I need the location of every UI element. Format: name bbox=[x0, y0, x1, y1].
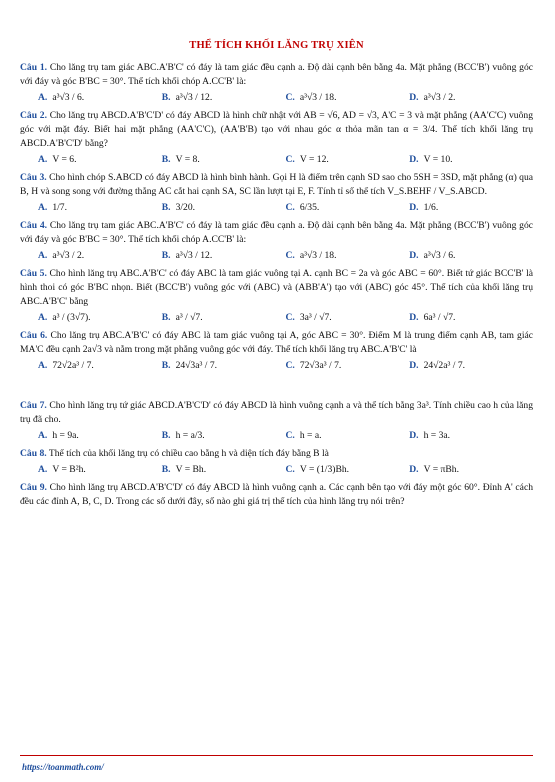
option-d[interactable] bbox=[409, 250, 533, 261]
question-text: Cho hình chóp S.ABCD có đáy ABCD là hình bình hành. Gọi H là điểm trên cạnh SD sao cho 5SH = 3SD, mặt phẳng (α) qua B, H và song song với đường thẳng AC cắt hai cạnh SA, SC lần lượt tại E, F. Tính tỉ số thể tích V_S.BEHF / V_S.ABCD. bbox=[20, 172, 534, 197]
options-5 bbox=[38, 312, 533, 323]
question-4 bbox=[20, 219, 533, 247]
option-a[interactable] bbox=[38, 360, 162, 371]
option-label: B. bbox=[161, 250, 171, 261]
question-text: Thể tích của khối lăng trụ có chiều cao bằng h và diện tích đáy bằng B là bbox=[48, 448, 329, 459]
option-value: a³√3 / 2. bbox=[423, 92, 456, 103]
option-label: A. bbox=[38, 430, 48, 441]
option-label: A. bbox=[38, 154, 48, 165]
option-value: 24√2a³ / 7. bbox=[423, 360, 466, 371]
option-label: C. bbox=[285, 360, 295, 371]
option-value: 1/7. bbox=[52, 202, 67, 213]
footer-divider bbox=[20, 755, 533, 756]
options-6 bbox=[38, 360, 533, 371]
option-a[interactable] bbox=[38, 154, 162, 165]
option-label: A. bbox=[38, 92, 48, 103]
page-title: THỂ TÍCH KHỐI LĂNG TRỤ XIÊN bbox=[189, 40, 364, 51]
option-c[interactable] bbox=[286, 154, 410, 165]
question-text: Cho lăng trụ ABC.A'B'C' có đáy ABC là tam giác vuông tại A, góc ABC = 30°. Điểm M là trung điểm cạnh AB, tam giác MA'C đều cạnh 2a√3 và nằm trong mặt phẳng vuông góc với đáy. Thể tích khối lăng trụ ABC.A'B'C' là bbox=[20, 330, 534, 355]
option-label: C. bbox=[285, 464, 295, 475]
option-value: V = 12. bbox=[299, 154, 329, 165]
option-label: A. bbox=[38, 464, 48, 475]
option-label: D. bbox=[409, 360, 419, 371]
question-label: Câu 4. bbox=[20, 220, 48, 231]
option-label: A. bbox=[38, 312, 48, 323]
option-c[interactable] bbox=[286, 250, 410, 261]
option-label: A. bbox=[38, 360, 48, 371]
option-d[interactable] bbox=[409, 154, 533, 165]
option-label: D. bbox=[409, 202, 419, 213]
option-value: a³√3 / 12. bbox=[175, 250, 213, 261]
option-value: 3a³ / √7. bbox=[299, 312, 332, 323]
option-value: h = 3a. bbox=[423, 430, 451, 441]
option-value: a³√3 / 6. bbox=[423, 250, 456, 261]
option-b[interactable] bbox=[162, 250, 286, 261]
question-5 bbox=[20, 267, 533, 309]
question-text: Cho lăng trụ ABCD.A'B'C'D' có đáy ABCD là hình chữ nhật với AB = √6, AD = √3, A'C = 3 và mặt phẳng (AA'C'C) vuông góc với mặt đáy. Biết hai mặt phẳng (AA'C'C), (AA'B'B) tạo với nhau góc α thỏa mãn tan α = 3/4. Thể tích khối lăng trụ ABCD.A'B'C'D' bằng? bbox=[20, 110, 533, 149]
option-value: V = (1/3)Bh. bbox=[299, 464, 350, 475]
option-d[interactable] bbox=[409, 360, 533, 371]
option-value: a³ / (3√7). bbox=[52, 312, 91, 323]
option-label: D. bbox=[409, 250, 419, 261]
option-label: B. bbox=[161, 202, 171, 213]
option-value: a³√3 / 18. bbox=[299, 92, 337, 103]
option-value: 3/20. bbox=[175, 202, 196, 213]
option-a[interactable] bbox=[38, 250, 162, 261]
options-2 bbox=[38, 154, 533, 165]
option-label: C. bbox=[285, 92, 295, 103]
question-8 bbox=[20, 447, 533, 461]
option-value: 72√2a³ / 7. bbox=[52, 360, 94, 371]
option-value: a³√3 / 18. bbox=[299, 250, 337, 261]
option-a[interactable] bbox=[38, 92, 162, 103]
option-value: 24√3a³ / 7. bbox=[175, 360, 218, 371]
option-a[interactable] bbox=[38, 430, 162, 441]
option-value: V = 8. bbox=[175, 154, 200, 165]
option-d[interactable] bbox=[409, 92, 533, 103]
option-value: a³√3 / 2. bbox=[52, 250, 85, 261]
option-label: A. bbox=[38, 202, 48, 213]
option-c[interactable] bbox=[286, 360, 410, 371]
option-label: B. bbox=[161, 154, 171, 165]
option-d[interactable] bbox=[409, 202, 533, 213]
question-label: Câu 2. bbox=[20, 110, 47, 121]
options-4 bbox=[38, 250, 533, 261]
option-label: B. bbox=[161, 360, 171, 371]
option-label: C. bbox=[285, 202, 295, 213]
question-label: Câu 6. bbox=[20, 330, 48, 341]
option-label: D. bbox=[409, 154, 419, 165]
option-a[interactable] bbox=[38, 202, 162, 213]
question-text: Cho hình lăng trụ ABC.A'B'C' có đáy ABC là tam giác vuông tại A. cạnh BC = 2a và góc ABC = 60°. Biết tứ giác BCC'B' là hình thoi có góc B'BC nhọn. Biết (BCC'B') vuông góc với (ABC) và (ABB'A') tạo với (ABC) góc 45°. Thể tích của khối lăng trụ ABC.A'B'C' bằng bbox=[20, 268, 534, 307]
question-label: Câu 3. bbox=[20, 172, 47, 183]
question-7 bbox=[20, 399, 533, 427]
option-value: a³ / √7. bbox=[175, 312, 203, 323]
question-label: Câu 5. bbox=[20, 268, 47, 279]
option-value: a³√3 / 6. bbox=[52, 92, 85, 103]
option-label: C. bbox=[285, 430, 295, 441]
option-c[interactable] bbox=[286, 430, 410, 441]
option-b[interactable] bbox=[162, 464, 286, 475]
option-b[interactable] bbox=[162, 430, 286, 441]
option-value: h = a/3. bbox=[175, 430, 205, 441]
option-value: 6a³ / √7. bbox=[423, 312, 456, 323]
question-2 bbox=[20, 109, 533, 151]
option-value: h = 9a. bbox=[52, 430, 79, 441]
option-value: V = πBh. bbox=[423, 464, 459, 475]
option-value: a³√3 / 12. bbox=[175, 92, 213, 103]
option-b[interactable] bbox=[162, 202, 286, 213]
question-1 bbox=[20, 61, 533, 89]
option-c[interactable] bbox=[286, 92, 410, 103]
option-label: D. bbox=[409, 464, 419, 475]
option-label: A. bbox=[38, 250, 48, 261]
option-b[interactable] bbox=[162, 154, 286, 165]
option-label: B. bbox=[161, 430, 171, 441]
option-label: C. bbox=[285, 312, 295, 323]
option-label: D. bbox=[409, 92, 419, 103]
option-value: V = B²h. bbox=[52, 464, 86, 475]
option-d[interactable] bbox=[409, 312, 533, 323]
question-text: Cho hình lăng trụ tứ giác ABCD.A'B'C'D' có đáy ABCD là hình vuông cạnh a và thể tích bằng 3a³. Tính chiều cao h của lăng trụ đã cho. bbox=[20, 400, 534, 425]
options-1 bbox=[38, 92, 533, 103]
option-value: V = 10. bbox=[423, 154, 453, 165]
footer-link[interactable]: https://toanmath.com/ bbox=[22, 762, 104, 772]
option-b[interactable] bbox=[162, 360, 286, 371]
option-b[interactable] bbox=[162, 312, 286, 323]
question-label: Câu 9. bbox=[20, 482, 47, 493]
options-8 bbox=[38, 464, 533, 475]
option-a[interactable] bbox=[38, 464, 162, 475]
options-7 bbox=[38, 430, 533, 441]
section-gap bbox=[20, 377, 533, 399]
question-text: Cho lăng trụ tam giác ABC.A'B'C' có đáy là tam giác đều cạnh a. Độ dài cạnh bên bằng 4a. Mặt phẳng (BCC'B') vuông góc với đáy và góc B'BC = 30°. Thể tích khối chóp A.CC'B' là: bbox=[20, 62, 534, 87]
option-value: V = Bh. bbox=[175, 464, 207, 475]
question-text: Cho lăng trụ tam giác ABC.A'B'C' có đáy là tam giác đều cạnh a. Độ dài cạnh bên bằng 4a. Mặt phẳng (BCC'B') vuông góc với đáy và góc B'BC = 30°. Thể tích khối chóp A.CC'B' là: bbox=[20, 220, 534, 245]
option-label: B. bbox=[161, 92, 171, 103]
option-label: B. bbox=[161, 312, 171, 323]
option-label: C. bbox=[285, 154, 295, 165]
option-c[interactable] bbox=[286, 464, 410, 475]
option-value: 1/6. bbox=[423, 202, 439, 213]
option-value: 6/35. bbox=[299, 202, 320, 213]
option-value: h = a. bbox=[299, 430, 322, 441]
question-text: Cho hình lăng trụ ABCD.A'B'C'D' có đáy ABCD là hình vuông cạnh a. Các cạnh bên tạo với đáy một góc 60°. Đỉnh A' cách đều các đỉnh A, B, C, D. Trong các số dưới đây, số nào ghi giá trị thể tích của hình lăng trụ nói trên? bbox=[20, 482, 534, 507]
question-label: Câu 8. bbox=[20, 448, 47, 459]
question-label: Câu 7. bbox=[20, 400, 47, 411]
question-3 bbox=[20, 171, 533, 199]
option-value: 72√3a³ / 7. bbox=[299, 360, 342, 371]
options-3 bbox=[38, 202, 533, 213]
option-label: D. bbox=[409, 430, 419, 441]
option-label: D. bbox=[409, 312, 419, 323]
option-d[interactable] bbox=[409, 430, 533, 441]
option-c[interactable] bbox=[286, 312, 410, 323]
question-6 bbox=[20, 329, 533, 357]
option-b[interactable] bbox=[162, 92, 286, 103]
question-label: Câu 1. bbox=[20, 62, 48, 73]
question-9 bbox=[20, 481, 533, 509]
option-value: V = 6. bbox=[52, 154, 77, 165]
option-label: C. bbox=[285, 250, 295, 261]
option-label: B. bbox=[161, 464, 171, 475]
option-a[interactable] bbox=[38, 312, 162, 323]
option-c[interactable] bbox=[286, 202, 410, 213]
option-d[interactable] bbox=[409, 464, 533, 475]
